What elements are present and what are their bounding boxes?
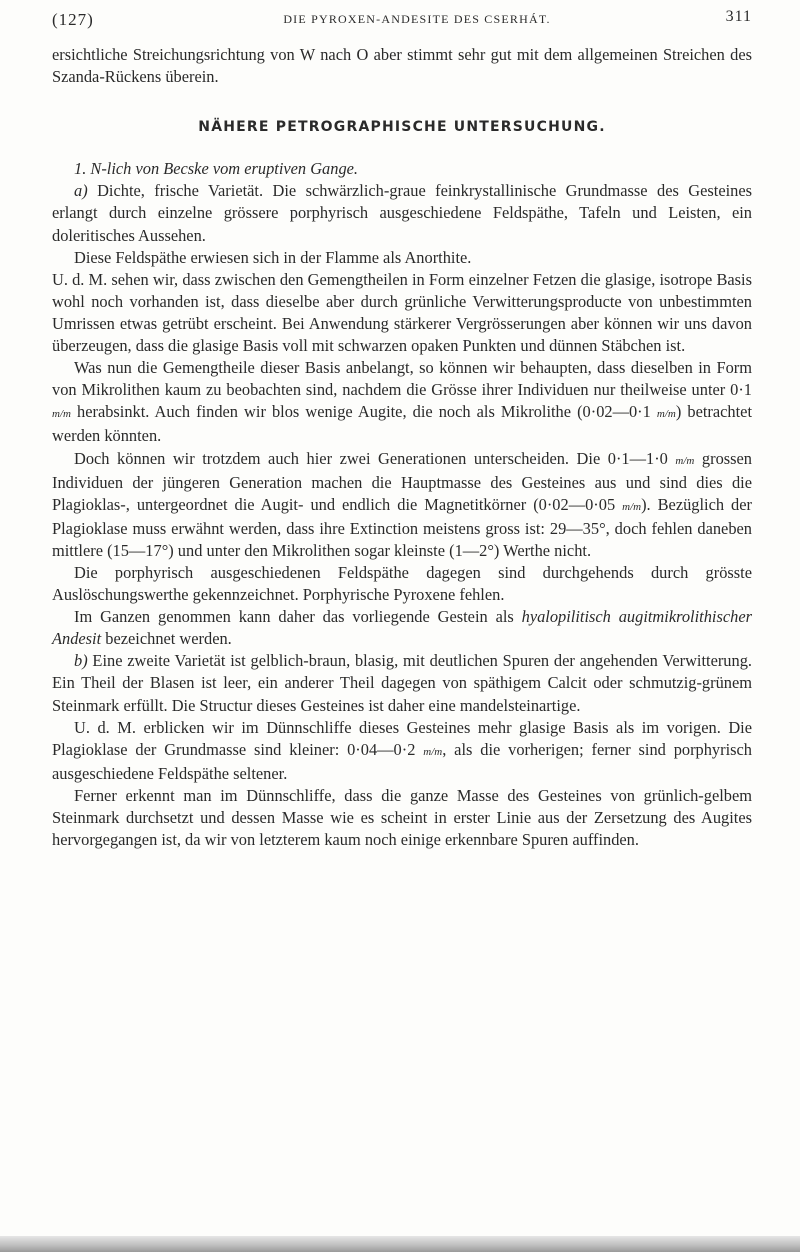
paragraph-anorthite: Diese Feldspäthe erwiesen sich in der Flamme als Anorthite. [74, 247, 472, 267]
intro-line-1: ersichtliche Streichungsrichtung von W nach O aber stimmt sehr gut mit [52, 45, 539, 64]
paragraph-text: Eine zweite Varietät ist gelblich-braun, blasig, mit deutlichen Spuren der angehenden Verwitterung. Ein Theil der Blasen ist leer, ein anderer Theil dagegen von späthigem Calcit oder schmutzig-grünem Steinmark erfüllt. Die Structur dieses Gesteines ist daher eine mandelsteinartige. [52, 651, 752, 715]
paragraph-microscope: U. d. M. sehen wir, dass zwischen den Gemengtheilen in Form einzelner Fetzen die glasige, isotrope Basis wohl noch vorhanden ist, dass dieselbe aber durch grünliche Verwitterungsproducte von unbestimmten Umrissen etwas getrübt erscheint. Bei Anwendung stärkerer Vergrösserungen aber können wir uns davon überzeugen, dass die glasige Basis voll mit schwarzen opaken Punkten und dünnen Stäbchen ist. [52, 269, 752, 356]
paragraph-variety-b [52, 650, 752, 716]
subsection-number: 1. [74, 159, 87, 179]
paragraph-text: U. d. M. erblicken wir im Dünnschliffe dieses Gesteines mehr glasige Basis als im vorigen. Die Plagioklase der Grundmasse sind kleiner: 0·04—0·2 [52, 717, 752, 759]
body-text [52, 44, 752, 851]
page-reference: (127) [52, 10, 94, 29]
paragraph-thin-section [52, 717, 752, 785]
paragraph-text: ). Bezüglich der Plagioklase muss erwähnt werden, dass ihre Extinction meistens gross ist: 29—35°, doch fehlen daneben mittlere (15—17°) und unter den Mikrolithen sogar kleinste (1—2°) Werthe nicht. [52, 494, 752, 560]
paragraph-generations [52, 448, 752, 562]
paragraph-text: grossen Individuen der jüngeren Generation machen die Hauptmasse des Gesteines aus und sind dies die Plagioklas-, untergeordnet die Augit- und endlich die Magnetitkörner (0·02—0·05 [52, 448, 752, 514]
unit-mm: m/m [622, 500, 642, 513]
unit-mm: m/m [423, 745, 443, 758]
paragraph-variety-a [52, 180, 752, 246]
intro-line-2: dem allgemeinen Streichen des Szanda-Rückens überein. [52, 45, 752, 87]
unit-mm: m/m [52, 408, 71, 421]
paragraph-steinmark: Ferner erkennt man im Dünnschliffe, dass die ganze Masse des Gesteines von grünlich-gelbem Steinmark durchsetzt und dessen Masse wie es scheint in erster Linie aus der Zersetzung des Augites hervorgegangen ist, da wir von letzterem kaum noch einige erkennbare Spuren auffinden. [52, 785, 752, 850]
variety-b-label: b) [74, 651, 88, 671]
running-title: DIE PYROXEN-ANDESITE DES CSERHÁT. [283, 12, 551, 26]
paragraph-text: , als die vorherigen; ferner sind porphyrisch ausgeschiedene Feldspäthe seltener. [52, 739, 752, 783]
paragraph-text: Dichte, frische Varietät. Die schwärzlich-graue feinkrystallinische Grundmasse des Gesteines erlangt durch einzelne grössere porphyrisch ausgeschiedene Feldspäthe, Tafeln und Leisten, ein doleritisches Aussehen. [52, 181, 752, 245]
paragraph-text: ) betrachtet werden könnten. [52, 402, 752, 446]
variety-a-label: a) [74, 181, 88, 201]
running-head [52, 8, 752, 34]
rock-name: hyalopilitisch augitmikrolithischer Andesit [52, 607, 752, 649]
paragraph-text: herabsinkt. Auch finden wir blos wenige Augite, die noch als Mikrolithe (0·02—0·1 [70, 402, 657, 422]
scan-edge-band [0, 1236, 800, 1252]
unit-mm: m/m [675, 454, 695, 467]
paragraph-text: bezeichnet werden. [101, 629, 232, 649]
paragraph-porphyritic: Die porphyrisch ausgeschiedenen Feldspäthe dagegen sind durchgehends durch grösste Auslöschungswerthe gekennzeichnet. Porphyrische Pyroxene fehlen. [52, 562, 752, 605]
paragraph-text: Was nun die Gemengtheile dieser Basis anbelangt, so können wir behaupten, dass dieselben in Form von Mikrolithen kaum zu beobachten sind, nachdem die Grösse ihrer Individuen nur theilweise unter 0·1 [52, 358, 752, 400]
paragraph-components [52, 357, 752, 447]
paragraph-conclusion [52, 606, 752, 650]
page-number: 311 [725, 8, 752, 25]
unit-mm: m/m [656, 408, 676, 421]
subsection-title: N-lich von Becske vom eruptiven Gange. [90, 159, 359, 179]
section-heading: NÄHERE PETROGRAPHISCHE UNTERSUCHUNG. [198, 119, 606, 136]
subsection-heading [52, 158, 752, 180]
paragraph-text: Im Ganzen genommen kann daher das vorliegende Gestein als [74, 607, 522, 627]
intro-paragraph [52, 44, 752, 88]
paragraph-text: Doch können wir trotzdem auch hier zwei Generationen unterscheiden. Die 0·1—1·0 [74, 448, 676, 468]
